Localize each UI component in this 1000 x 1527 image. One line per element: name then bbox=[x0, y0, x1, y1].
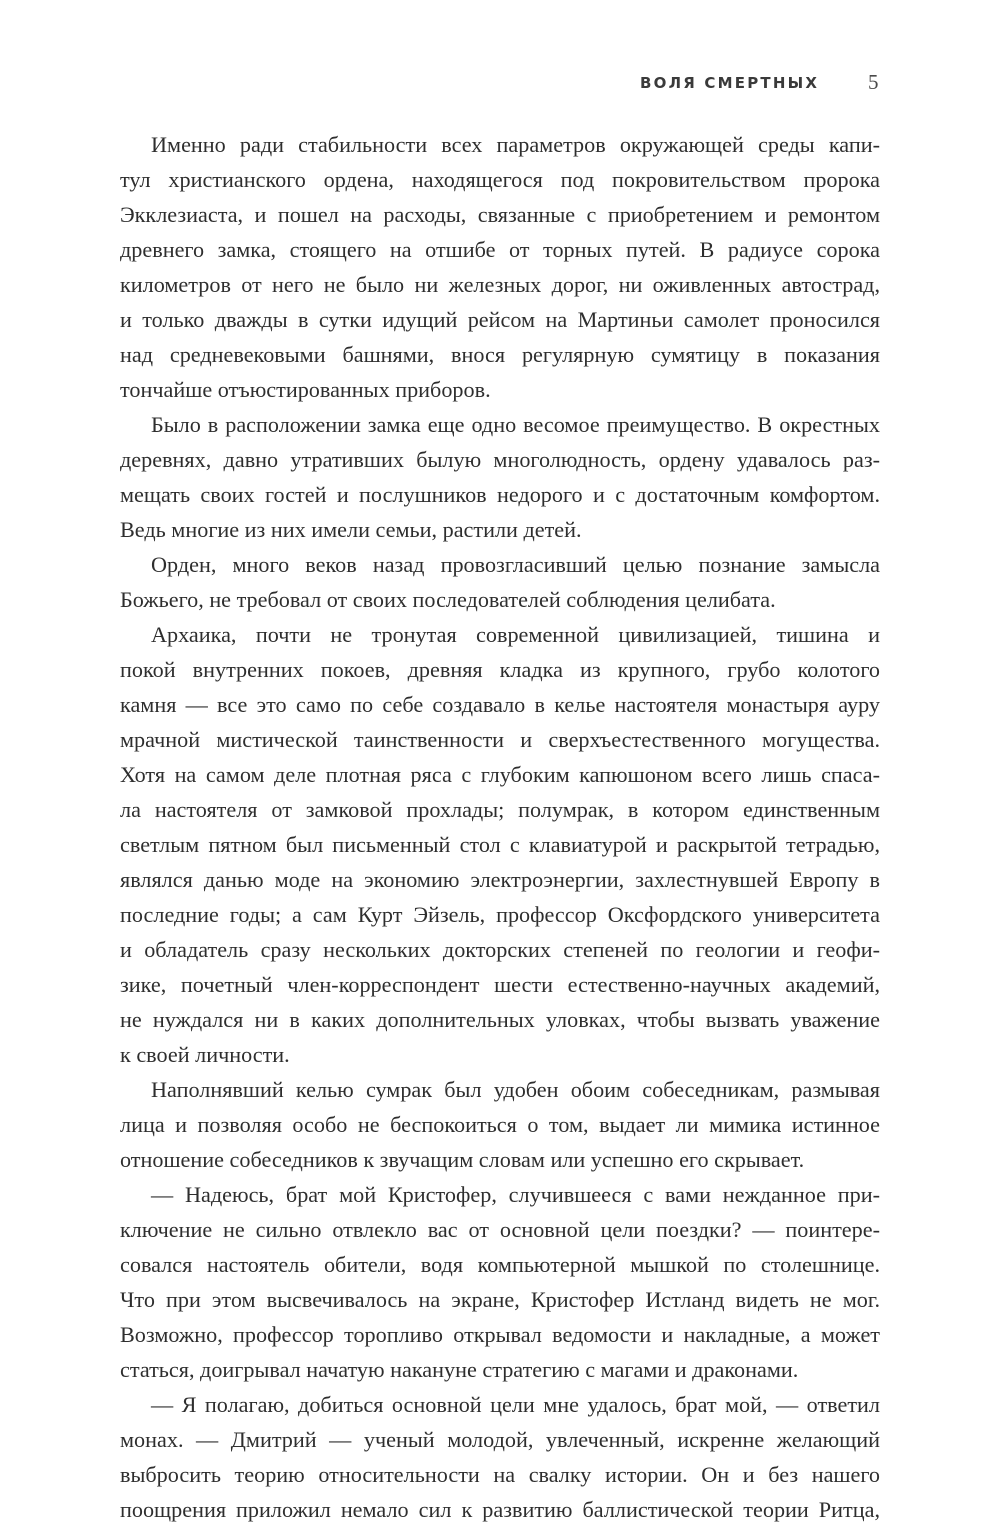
text-line: Экклезиаста, и пошел на расходы, связанные с приобретением и ремонтом bbox=[120, 202, 880, 227]
text-line: Возможно, профессор торопливо открывал ведомости и накладные, а может bbox=[120, 1322, 880, 1347]
text-line: к своей личности. bbox=[120, 1042, 290, 1067]
text-line: мещать своих гостей и послушников недорого и с достаточным комфортом. bbox=[120, 482, 880, 507]
text-line: Именно ради стабильности всех параметров окружающей среды капи- bbox=[151, 132, 880, 157]
paragraph bbox=[120, 1072, 880, 1177]
body-text bbox=[120, 127, 880, 1527]
text-line: над средневековыми башнями, внося регулярную сумятицу в показания bbox=[120, 342, 880, 367]
running-title: ВОЛЯ СМЕРТНЫХ bbox=[640, 74, 820, 92]
paragraph bbox=[120, 1177, 880, 1387]
page-number: 5 bbox=[868, 70, 879, 94]
text-line: мрачной мистической таинственности и сверхъестественного могущества. bbox=[120, 727, 880, 752]
text-line: тончайше отъюстированных приборов. bbox=[120, 377, 491, 402]
text-line: Что при этом высвечивалось на экране, Кристофер Истланд видеть не мог. bbox=[120, 1287, 880, 1312]
text-line: отношение собеседников к звучащим словам или успешно его скрывает. bbox=[120, 1147, 805, 1172]
text-line: статься, доигрывал начатую накануне стратегию с магами и драконами. bbox=[120, 1357, 799, 1382]
text-line: Архаика, почти не тронутая современной цивилизацией, тишина и bbox=[151, 622, 880, 647]
text-line: километров от него не было ни железных дорог, ни оживленных автострад, bbox=[120, 272, 880, 297]
text-line: не нуждался ни в каких дополнительных уловках, чтобы вызвать уважение bbox=[120, 1007, 880, 1032]
text-line: и обладатель сразу нескольких докторских степеней по геологии и геофи- bbox=[120, 937, 880, 962]
text-line: ключение не сильно отвлекло вас от основной цели поездки? — поинтере- bbox=[120, 1217, 880, 1242]
running-header bbox=[0, 70, 1000, 100]
text-line: последние годы; а сам Курт Эйзель, профессор Оксфордского университета bbox=[120, 902, 880, 927]
text-line: совался настоятель обители, водя компьютерной мышкой по столешнице. bbox=[120, 1252, 880, 1277]
text-line: деревнях, давно утративших былую многолюдность, ордену удавалось раз- bbox=[120, 447, 880, 472]
text-line: Хотя на самом деле плотная ряса с глубоким капюшоном всего лишь спаса- bbox=[120, 762, 880, 787]
text-line: являлся данью моде на экономию электроэнергии, захлестнувшей Европу в bbox=[120, 867, 880, 892]
paragraph bbox=[120, 407, 880, 547]
text-line: светлым пятном был письменный стол с клавиатурой и раскрытой тетрадью, bbox=[120, 832, 880, 857]
text-line: зике, почетный член-корреспондент шести естественно-научных академий, bbox=[120, 972, 880, 997]
paragraph bbox=[120, 127, 880, 407]
text-line: тул христианского ордена, находящегося под покровительством пророка bbox=[120, 167, 880, 192]
text-line: Божьего, не требовал от своих последователей соблюдения целибата. bbox=[120, 587, 776, 612]
text-line: Ведь многие из них имели семьи, растили детей. bbox=[120, 517, 582, 542]
text-line: поощрения приложил немало сил к развитию баллистической теории Ритца, bbox=[120, 1497, 880, 1522]
paragraph bbox=[120, 1387, 880, 1527]
text-line: ла настоятеля от замковой прохлады; полумрак, в котором единственным bbox=[120, 797, 880, 822]
paragraph bbox=[120, 617, 880, 1072]
text-line: Наполнявший келью сумрак был удобен обоим собеседникам, размывая bbox=[151, 1077, 880, 1102]
text-line: Орден, много веков назад провозгласивший целью познание замысла bbox=[151, 552, 880, 577]
text-line: монах. — Дмитрий — ученый молодой, увлеченный, искренне желающий bbox=[120, 1427, 880, 1452]
text-line: и только дважды в сутки идущий рейсом на Мартиньи самолет проносился bbox=[120, 307, 880, 332]
text-line: Было в расположении замка еще одно весомое преимущество. В окрестных bbox=[151, 412, 880, 437]
text-line: камня — все это само по себе создавало в келье настоятеля монастыря ауру bbox=[120, 692, 880, 717]
text-line: лица и позволяя особо не беспокоиться о том, выдает ли мимика истинное bbox=[120, 1112, 880, 1137]
text-line: — Надеюсь, брат мой Кристофер, случившееся с вами нежданное при- bbox=[151, 1182, 880, 1207]
text-line: выбросить теорию относительности на свалку истории. Он и без нашего bbox=[120, 1462, 880, 1487]
text-line: — Я полагаю, добиться основной цели мне удалось, брат мой, — ответил bbox=[151, 1392, 880, 1417]
paragraph bbox=[120, 547, 880, 617]
text-line: покой внутренних покоев, древняя кладка из крупного, грубо колотого bbox=[120, 657, 880, 682]
text-line: древнего замка, стоящего на отшибе от торных путей. В радиусе сорока bbox=[120, 237, 880, 262]
